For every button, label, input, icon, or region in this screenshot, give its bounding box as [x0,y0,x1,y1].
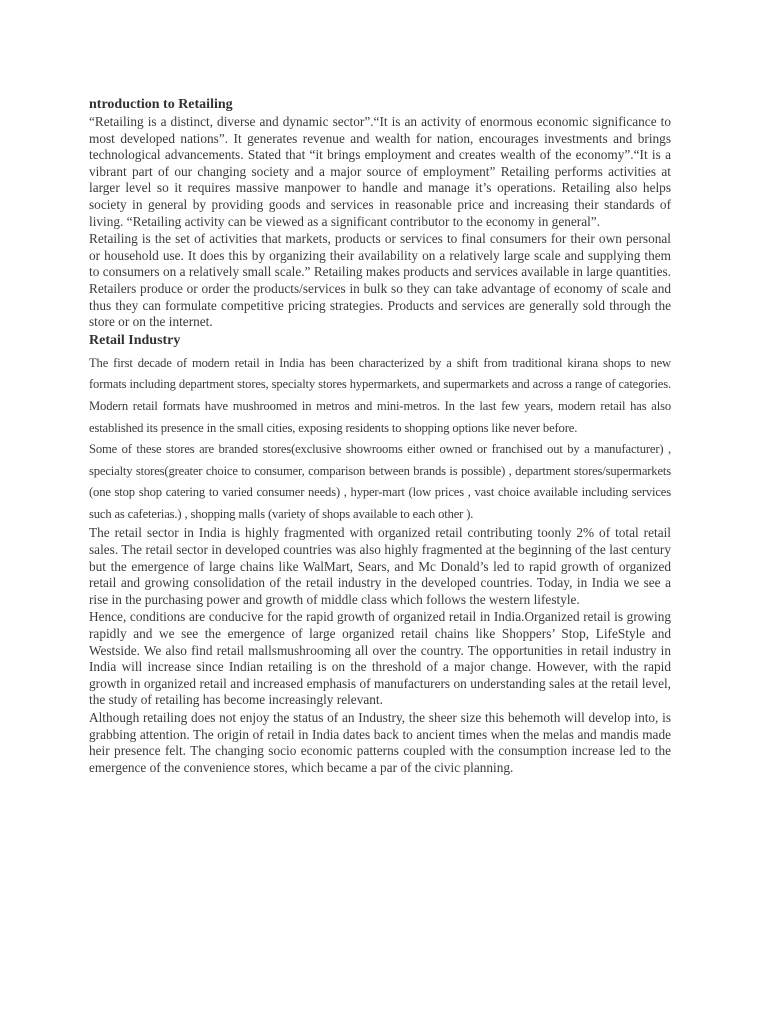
paragraph-retailing-activities: Retailing is the set of activities that markets, products or services to final consumers for their own personal or household use. It does this by organizing their availability on a relatively large scale and supplying them to consumers on a relatively small scale.” Retailing makes products and services available in large quantities. Retailers produce or order the products/services in bulk so they can take advantage of economy of scale and thus they can formulate competitive pricing strategies. Products and services are generally sold through the store or on the internet. [89,231,671,330]
paragraph-store-types: Some of these stores are branded stores(exclusive showrooms either owned or franchised out by a manufacturer) , specialty stores(greater choice to consumer, comparison between brands is possible) , department stores/supermarkets (one stop shop catering to varied consumer needs) , hyper-mart (low prices , vast choice available including services such as cafeterias.) , shopping malls (variety of shops available to each other ). [89,442,671,521]
document-page [89,96,671,776]
paragraph-origin-of-retail: Although retailing does not enjoy the status of an Industry, the sheer size this behemoth will develop into, is grabbing attention. The origin of retail in India dates back to ancient times when the melas and mandis made heir presence felt. The changing socio economic patterns coupled with the consumption increase led to the emergence of the convenience stores, which became a par of the civic planning. [89,710,671,775]
paragraph-first-decade: The first decade of modern retail in India has been characterized by a shift from traditional kirana shops to new formats including department stores, specialty stores hypermarkets, and supermarkets and across a range of categories. Modern retail formats have mushroomed in metros and mini-metros. In the last few years, modern retail has also established its presence in the small cities, exposing residents to shopping options like never before. [89,355,671,435]
paragraph-organized-growth: Hence, conditions are conducive for the rapid growth of organized retail in India.Organized retail is growing rapidly and we see the emergence of large organized retail chains like Shoppers’ Stop, LifeStyle and Westside. We also find retail mallsmushrooming all over the country. The opportunities in retail industry in India will increase since Indian retailing is on the threshold of a major change. However, with the rapid growth in organized retail and increased emphasis of manufacturers on understanding sales at the retail level, the study of retailing has become increasingly relevant. [89,609,671,708]
section-heading-introduction: ntroduction to Retailing [89,97,233,112]
paragraph-fragmented-sector: The retail sector in India is highly fragmented with organized retail contributing toonly 2% of total retail sales. The retail sector in developed countries was also highly fragmented at the beginning of the last century but the emergence of large chains like WalMart, Sears, and Mc Donald’s led to rapid growth of organized retail and growing consolidation of the retail industry in the developed countries. Today, in India we see a rise in the purchasing power and growth of middle class which follows the western lifestyle. [89,525,671,607]
paragraph-retailing-definition: “Retailing is a distinct, diverse and dynamic sector”.“It is an activity of enormous economic significance to most developed nations”. It generates revenue and wealth for nation, encourages investments and brings technological advancements. Stated that “it brings employment and creates wealth of the economy”.“It is a vibrant part of our changing society and a major source of employment” Retailing performs activities at larger level so it requires massive manpower to handle and manage it’s operations. Retailing also helps society in general by providing goods and services in reasonable price and increasing their standards of living. “Retailing activity can be viewed as a significant contributor to the economy in general”. [89,114,671,229]
section-heading-retail-industry: Retail Industry [89,332,181,348]
